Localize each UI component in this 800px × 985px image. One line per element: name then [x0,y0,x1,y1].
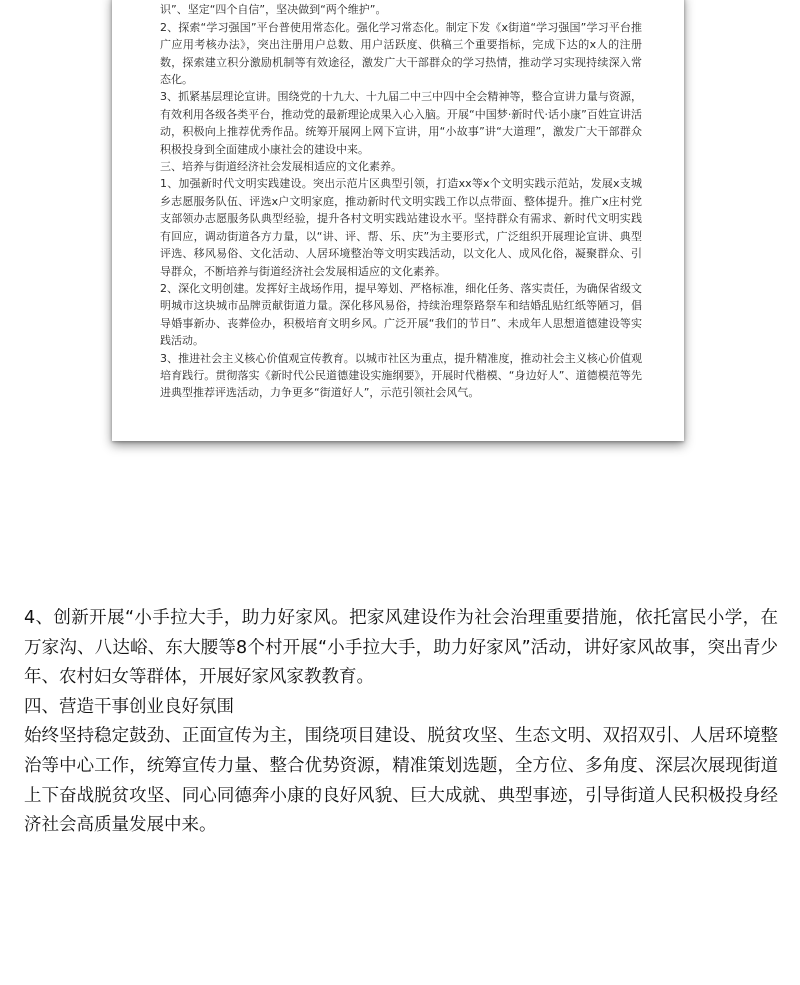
preview-paragraph: 2、探索“学习强国”平台普使用常态化。强化学习常态化。制定下发《x街道“学习强国”学习平台推广应用考核办法》，突出注册用户总数、用户活跃度、供稿三个重要指标，完成下达的x人的注册数，探索建立积分激励机制等有效途径，激发广大干部群众的学习热情，推动学习实现持续深入常态化。 [160,20,642,87]
body-text [24,604,778,841]
preview-paragraph: 识”、坚定“四个自信”，坚决做到“两个维护”。 [160,3,387,17]
preview-paragraph: 1、加强新时代文明实践建设。突出示范片区典型引领，打造xx等x个文明实践示范站，发展x支城乡志愿服务队伍、评选x户文明家庭，推动新时代文明实践工作以点带面、整体提升。推广x庄村党支部领办志愿服务队典型经验，提升各村文明实践站建设水平。坚持群众有需求、新时代文明实践有回应，调动街道各方力量，以“讲、评、帮、乐、庆”为主要形式，广泛组织开展理论宣讲、典型评选、移风易俗、文化活动、人居环境整治等文明实践活动，以文化人、成风化俗，凝聚群众、引导群众，不断培养与街道经济社会发展相适应的文化素养。 [160,177,642,278]
preview-heading: 三、培养与街道经济社会发展相适应的文化素养。 [160,160,402,174]
body-paragraph: 4、创新开展“小手拉大手，助力好家风。把家风建设作为社会治理重要措施，依托富民小学，在万家沟、八达峪、东大腰等8个村开展“小手拉大手，助力好家风”活动，讲好家风故事，突出青少年、农村妇女等群体，开展好家风家教教育。 [24,608,778,688]
section-heading: 四、营造干事创业良好氛围 [24,696,234,717]
page-preview-text [160,0,642,402]
preview-paragraph: 3、抓紧基层理论宣讲。围绕党的十九大、十九届二中三中四中全会精神等，整合宣讲力量与资源，有效利用各级各类平台，推动党的最新理论成果入心入脑。开展“中国梦·新时代·话小康”百姓宣讲活动，积极向上推荐优秀作品。统筹开展网上网下宣讲，用“小故事”讲“大道理”，激发广大干部群众积极投身到全面建成小康社会的建设中来。 [160,90,642,156]
preview-paragraph: 2、深化文明创建。发挥好主战场作用，提早筹划、严格标准，细化任务、落实责任，为确保省级文明城市这块城市品牌贡献街道力量。深化移风易俗，持续治理祭路祭车和结婚乱贴红纸等陋习，倡导婚事新办、丧葬俭办，积极培育文明乡风。广泛开展“我们的节日”、未成年人思想道德建设等实践活动。 [160,281,642,348]
preview-paragraph: 3、推进社会主义核心价值观宣传教育。以城市社区为重点，提升精准度，推动社会主义核心价值观培育践行。贯彻落实《新时代公民道德建设实施纲要》，开展时代楷模、“身边好人”、道德模范等先进典型推荐评选活动，力争更多“街道好人”，示范引领社会风气。 [160,351,642,400]
body-paragraph: 始终坚持稳定鼓劲、正面宣传为主，围绕项目建设、脱贫攻坚、生态文明、双招双引、人居环境整治等中心工作，统筹宣传力量、整合优势资源，精准策划选题，全方位、多角度、深层次展现街道上下奋战脱贫攻坚、同心同德奔小康的良好风貌、巨大成就、典型事迹，引导街道人民积极投身经济社会高质量发展中来。 [24,726,778,836]
document-page-preview [112,0,684,441]
